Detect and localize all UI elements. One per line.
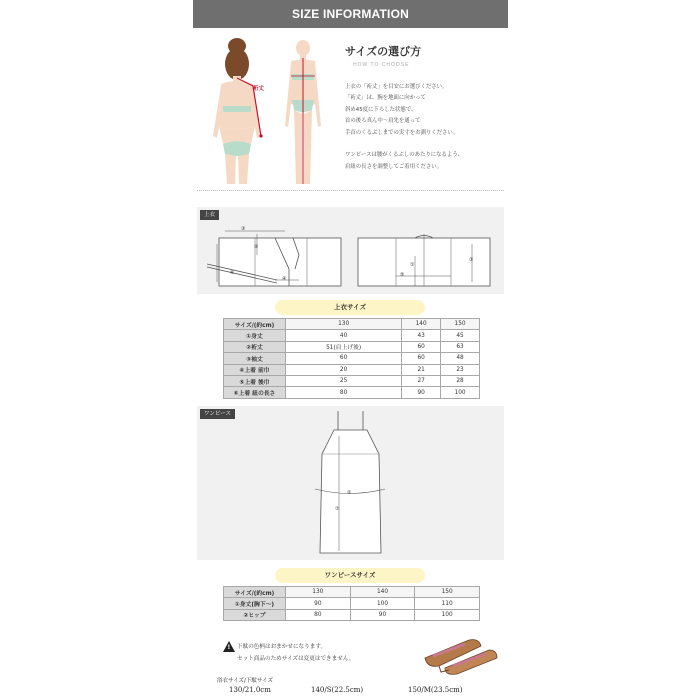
table-cell: 27 — [402, 375, 441, 386]
marker-1: ① — [469, 257, 474, 263]
marker-5: ⑤ — [400, 272, 405, 278]
dress-label: ワンピース — [200, 409, 235, 419]
geta-caption: 浴衣サイズ/下駄サイズ — [217, 678, 273, 684]
table-cell: 100 — [415, 609, 480, 620]
dress-diagram — [197, 406, 504, 560]
table-cell: 90 — [402, 387, 441, 398]
marker-4: ④ — [282, 276, 287, 282]
note-line: 下駄の色柄はおまかせになります。 — [237, 644, 327, 650]
how-to-line: 「裄丈」は、腕を地面に向かって — [345, 95, 426, 102]
table-cell: 25 — [286, 375, 402, 386]
table-cell: 20 — [286, 364, 402, 375]
table-cell: 40 — [286, 330, 402, 341]
table-cell: 100 — [350, 598, 415, 609]
table-cell: 90 — [350, 609, 415, 620]
table-header-cell: 130 — [286, 587, 351, 598]
table-cell: ④上着 前巾 — [224, 364, 286, 375]
marker-1: ① — [335, 506, 340, 512]
marker-2: ② — [254, 244, 259, 250]
warning-mark: ! — [227, 644, 231, 651]
table-cell: 43 — [402, 330, 441, 341]
yukitake-figure-label: 裄丈 — [253, 86, 265, 92]
top-garment-label: 上衣 — [200, 210, 219, 220]
marker-6: ⑥ — [230, 270, 235, 276]
table-header-cell: 130 — [286, 319, 402, 330]
table-cell: 60 — [402, 341, 441, 352]
table-header-cell: サイズ/(約cm) — [224, 319, 286, 330]
top-garment-section — [197, 207, 504, 294]
table-row — [224, 598, 480, 609]
geta-sandals-image — [419, 628, 499, 676]
table-cell: 80 — [286, 609, 351, 620]
table-row — [224, 609, 480, 620]
table-header-cell: サイズ/(約cm) — [224, 587, 286, 598]
table-cell: ②ヒップ — [224, 609, 286, 620]
table-row — [224, 387, 480, 398]
table-cell: 63 — [441, 341, 480, 352]
dress-size-table — [223, 586, 480, 621]
geta-size-150: 150/M(23.5cm) — [408, 686, 463, 694]
table-row — [224, 375, 480, 386]
back-figure — [213, 38, 263, 184]
geta-size-130: 130/21.0cm — [229, 686, 271, 694]
table-row — [224, 330, 480, 341]
how-to-line: 上衣の「裄丈」を目安にお選びください。 — [345, 84, 448, 90]
table-cell: 21 — [402, 364, 441, 375]
table-cell: ⑥上着 紐の長さ — [224, 387, 286, 398]
table-row — [224, 341, 480, 352]
note-line: セット商品のためサイズは変更はできません。 — [237, 656, 355, 662]
table-header-row — [224, 319, 480, 330]
table-cell: ②裄丈 — [224, 341, 286, 352]
table-cell: 45 — [441, 330, 480, 341]
table-cell: ①身丈 — [224, 330, 286, 341]
table-row — [224, 364, 480, 375]
table-cell: 60 — [402, 353, 441, 364]
top-garment-diagram — [197, 207, 504, 294]
marker-1-back: ① — [410, 262, 415, 268]
how-to-line: 肩紐の長さを調整してご着用ください。 — [345, 163, 443, 170]
front-figure — [285, 40, 321, 184]
size-info-page — [193, 0, 508, 700]
table-header-cell: 140 — [402, 319, 441, 330]
table-header-row — [224, 587, 480, 598]
table-header-cell: 150 — [441, 319, 480, 330]
table-cell: 28 — [441, 375, 480, 386]
table-cell: 100 — [441, 387, 480, 398]
how-to-line: ワンピースは腰がくるぶしのあたりになるよう、 — [345, 152, 464, 159]
table-cell: ③袖丈 — [224, 353, 286, 364]
table-cell: 90 — [286, 598, 351, 609]
table-cell: ①身丈(胸下〜) — [224, 598, 286, 609]
marker-2: ② — [347, 490, 352, 496]
how-to-line: 斜め45度に下ろした状態で、 — [345, 106, 417, 113]
how-to-line: 首の後ろ真ん中〜肩先を通って — [345, 118, 421, 125]
table-cell: 23 — [441, 364, 480, 375]
table-cell: 60 — [286, 353, 402, 364]
geta-size-140: 140/S(22.5cm) — [311, 686, 364, 694]
dress-size-title: ワンピースサイズ — [275, 568, 425, 583]
how-to-subtitle: HOW TO CHOOSE — [353, 62, 410, 68]
how-to-line — [345, 139, 505, 150]
size-information-banner: SIZE INFORMATION — [193, 0, 508, 28]
how-to-text — [345, 82, 505, 173]
table-cell: 48 — [441, 353, 480, 364]
table-cell: 51(肩上げ後) — [286, 341, 402, 352]
table-cell: ⑤上着 後巾 — [224, 375, 286, 386]
top-size-table — [223, 318, 480, 399]
divider — [197, 190, 504, 191]
top-size-title: 上衣サイズ — [275, 300, 425, 315]
dress-section — [197, 406, 504, 560]
table-header-cell: 140 — [350, 587, 415, 598]
how-to-title: サイズの選び方 — [345, 45, 422, 58]
table-cell: 80 — [286, 387, 402, 398]
body-measure-figures — [207, 34, 337, 186]
how-to-line: 手首のくるぶしまでの実寸をお測りください。 — [345, 129, 459, 136]
marker-3: ③ — [241, 226, 246, 232]
table-row — [224, 353, 480, 364]
table-cell: 110 — [415, 598, 480, 609]
table-header-cell: 150 — [415, 587, 480, 598]
